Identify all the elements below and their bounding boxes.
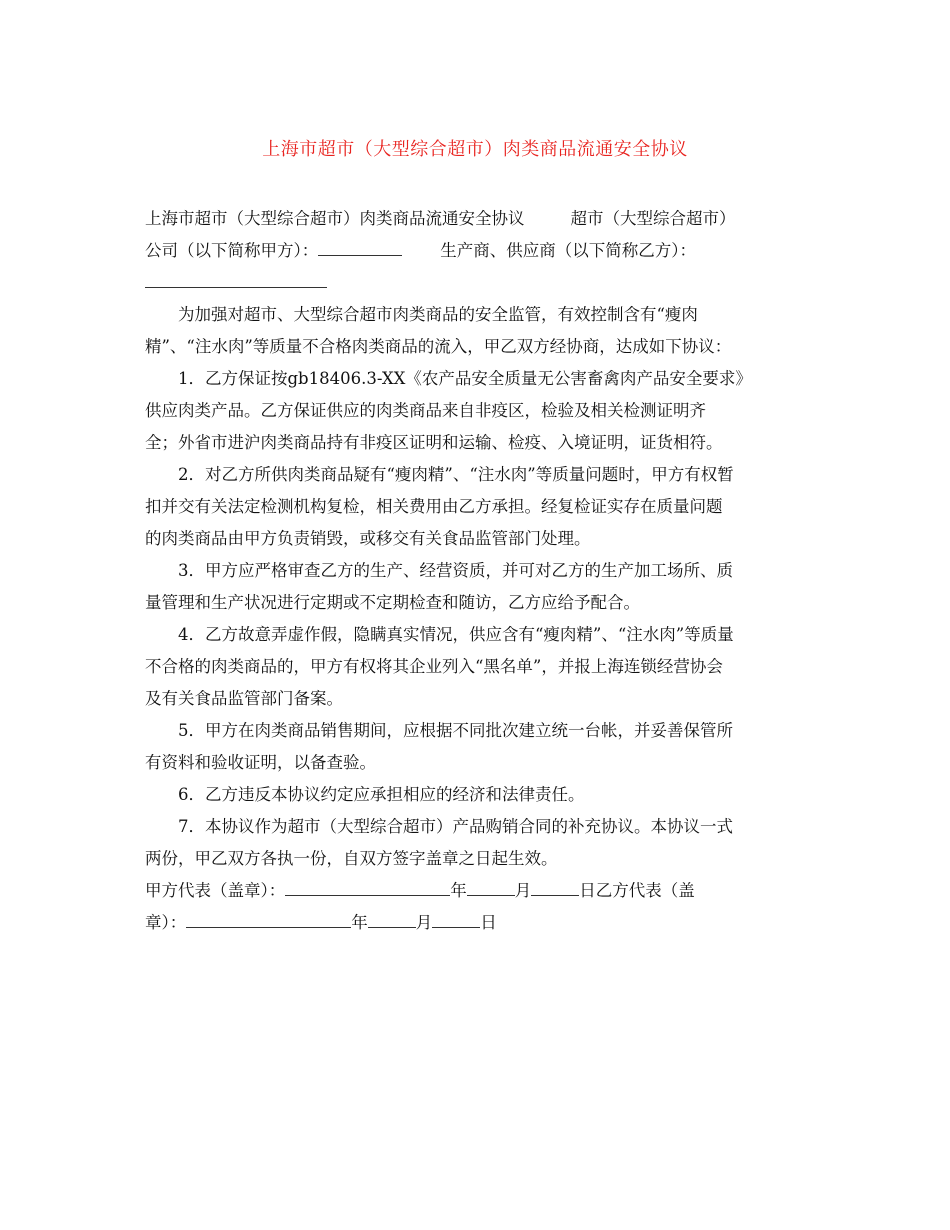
clause-line: 5．甲方在肉类商品销售期间，应根据不同批次建立统一台帐，并妥善保管所 (178, 721, 733, 740)
header-line (145, 203, 810, 235)
header-text: 上海市超市（大型综合超市）肉类商品流通安全协议 (145, 209, 525, 228)
clause-line: 3．甲方应严格审查乙方的生产、经营资质，并可对乙方的生产加工场所、质 (178, 561, 733, 580)
year-label: 年 (351, 913, 368, 932)
day-label: 日 (579, 881, 596, 900)
month-blank (368, 909, 416, 928)
signature-line (145, 907, 810, 939)
clause-line: 扣并交有关法定检测机构复检，相关费用由乙方承担。经复检证实存在质量问题 (145, 497, 723, 516)
party-b-blank (145, 269, 327, 288)
month-blank (467, 877, 515, 896)
day-label: 日 (480, 913, 497, 932)
month-label: 月 (415, 913, 433, 932)
party-b-signature-label: 章）： (145, 913, 187, 932)
year-label: 年 (450, 881, 467, 900)
party-a-signature-label: 甲方代表（盖章）： (145, 881, 286, 900)
clause-line: 的肉类商品由甲方负责销毁，或移交有关食品监管部门处理。 (145, 529, 591, 548)
party-b-signature-label: 乙方代表（盖 (595, 881, 695, 900)
party-b-signature-blank (186, 909, 351, 928)
header-line (145, 267, 810, 299)
document-body (145, 203, 810, 939)
clause-line: 有资料和验收证明，以备查验。 (145, 753, 376, 772)
clause-line: 1．乙方保证按gb18406.3-XX《农产品安全质量无公害畜禽肉产品安全要求》 (178, 369, 752, 388)
clause-line: 两份，甲乙双方各执一份，自双方签字盖章之日起生效。 (145, 849, 558, 868)
party-a-signature-blank (285, 877, 450, 896)
party-b-label: 生产商、供应商（以下简称乙方）： (440, 241, 696, 260)
day-blank (531, 877, 579, 896)
party-a-label: 公司（以下简称甲方）： (145, 241, 319, 260)
header-line (145, 235, 810, 267)
document-title: 上海市超市（大型综合超市）肉类商品流通安全协议 (262, 139, 688, 160)
paragraph-line: 为加强对超市、大型综合超市肉类商品的安全监管，有效控制含有“瘦肉 (178, 305, 698, 324)
clause-line: 供应肉类产品。乙方保证供应的肉类商品来自非疫区，检验及相关检测证明齐 (145, 401, 706, 420)
clause-line: 2．对乙方所供肉类商品疑有“瘦肉精”、“注水肉”等质量问题时，甲方有权暂 (178, 465, 734, 484)
clause-line: 全；外省市进沪肉类商品持有非疫区证明和运输、检疫、入境证明，证货相符。 (145, 433, 723, 452)
month-label: 月 (514, 881, 532, 900)
clause-line: 及有关食品监管部门备案。 (145, 689, 343, 708)
clause-line: 6．乙方违反本协议约定应承担相应的经济和法律责任。 (178, 785, 585, 804)
paragraph-line: 精”、“注水肉”等质量不合格肉类商品的流入，甲乙双方经协商，达成如下协议： (145, 337, 732, 356)
clause-line: 7．本协议作为超市（大型综合超市）产品购销合同的补充协议。本协议一式 (178, 817, 733, 836)
party-a-blank (318, 237, 402, 256)
day-blank (432, 909, 480, 928)
header-text: 超市（大型综合超市） (570, 209, 736, 228)
clause-line: 不合格的肉类商品的，甲方有权将其企业列入“黑名单”，并报上海连锁经营协会 (145, 657, 723, 676)
signature-line (145, 875, 810, 907)
clause-line: 4．乙方故意弄虚作假，隐瞒真实情况，供应含有“瘦肉精”、“注水肉”等质量 (178, 625, 734, 644)
clause-line: 量管理和生产状况进行定期或不定期检查和随访，乙方应给予配合。 (145, 593, 640, 612)
